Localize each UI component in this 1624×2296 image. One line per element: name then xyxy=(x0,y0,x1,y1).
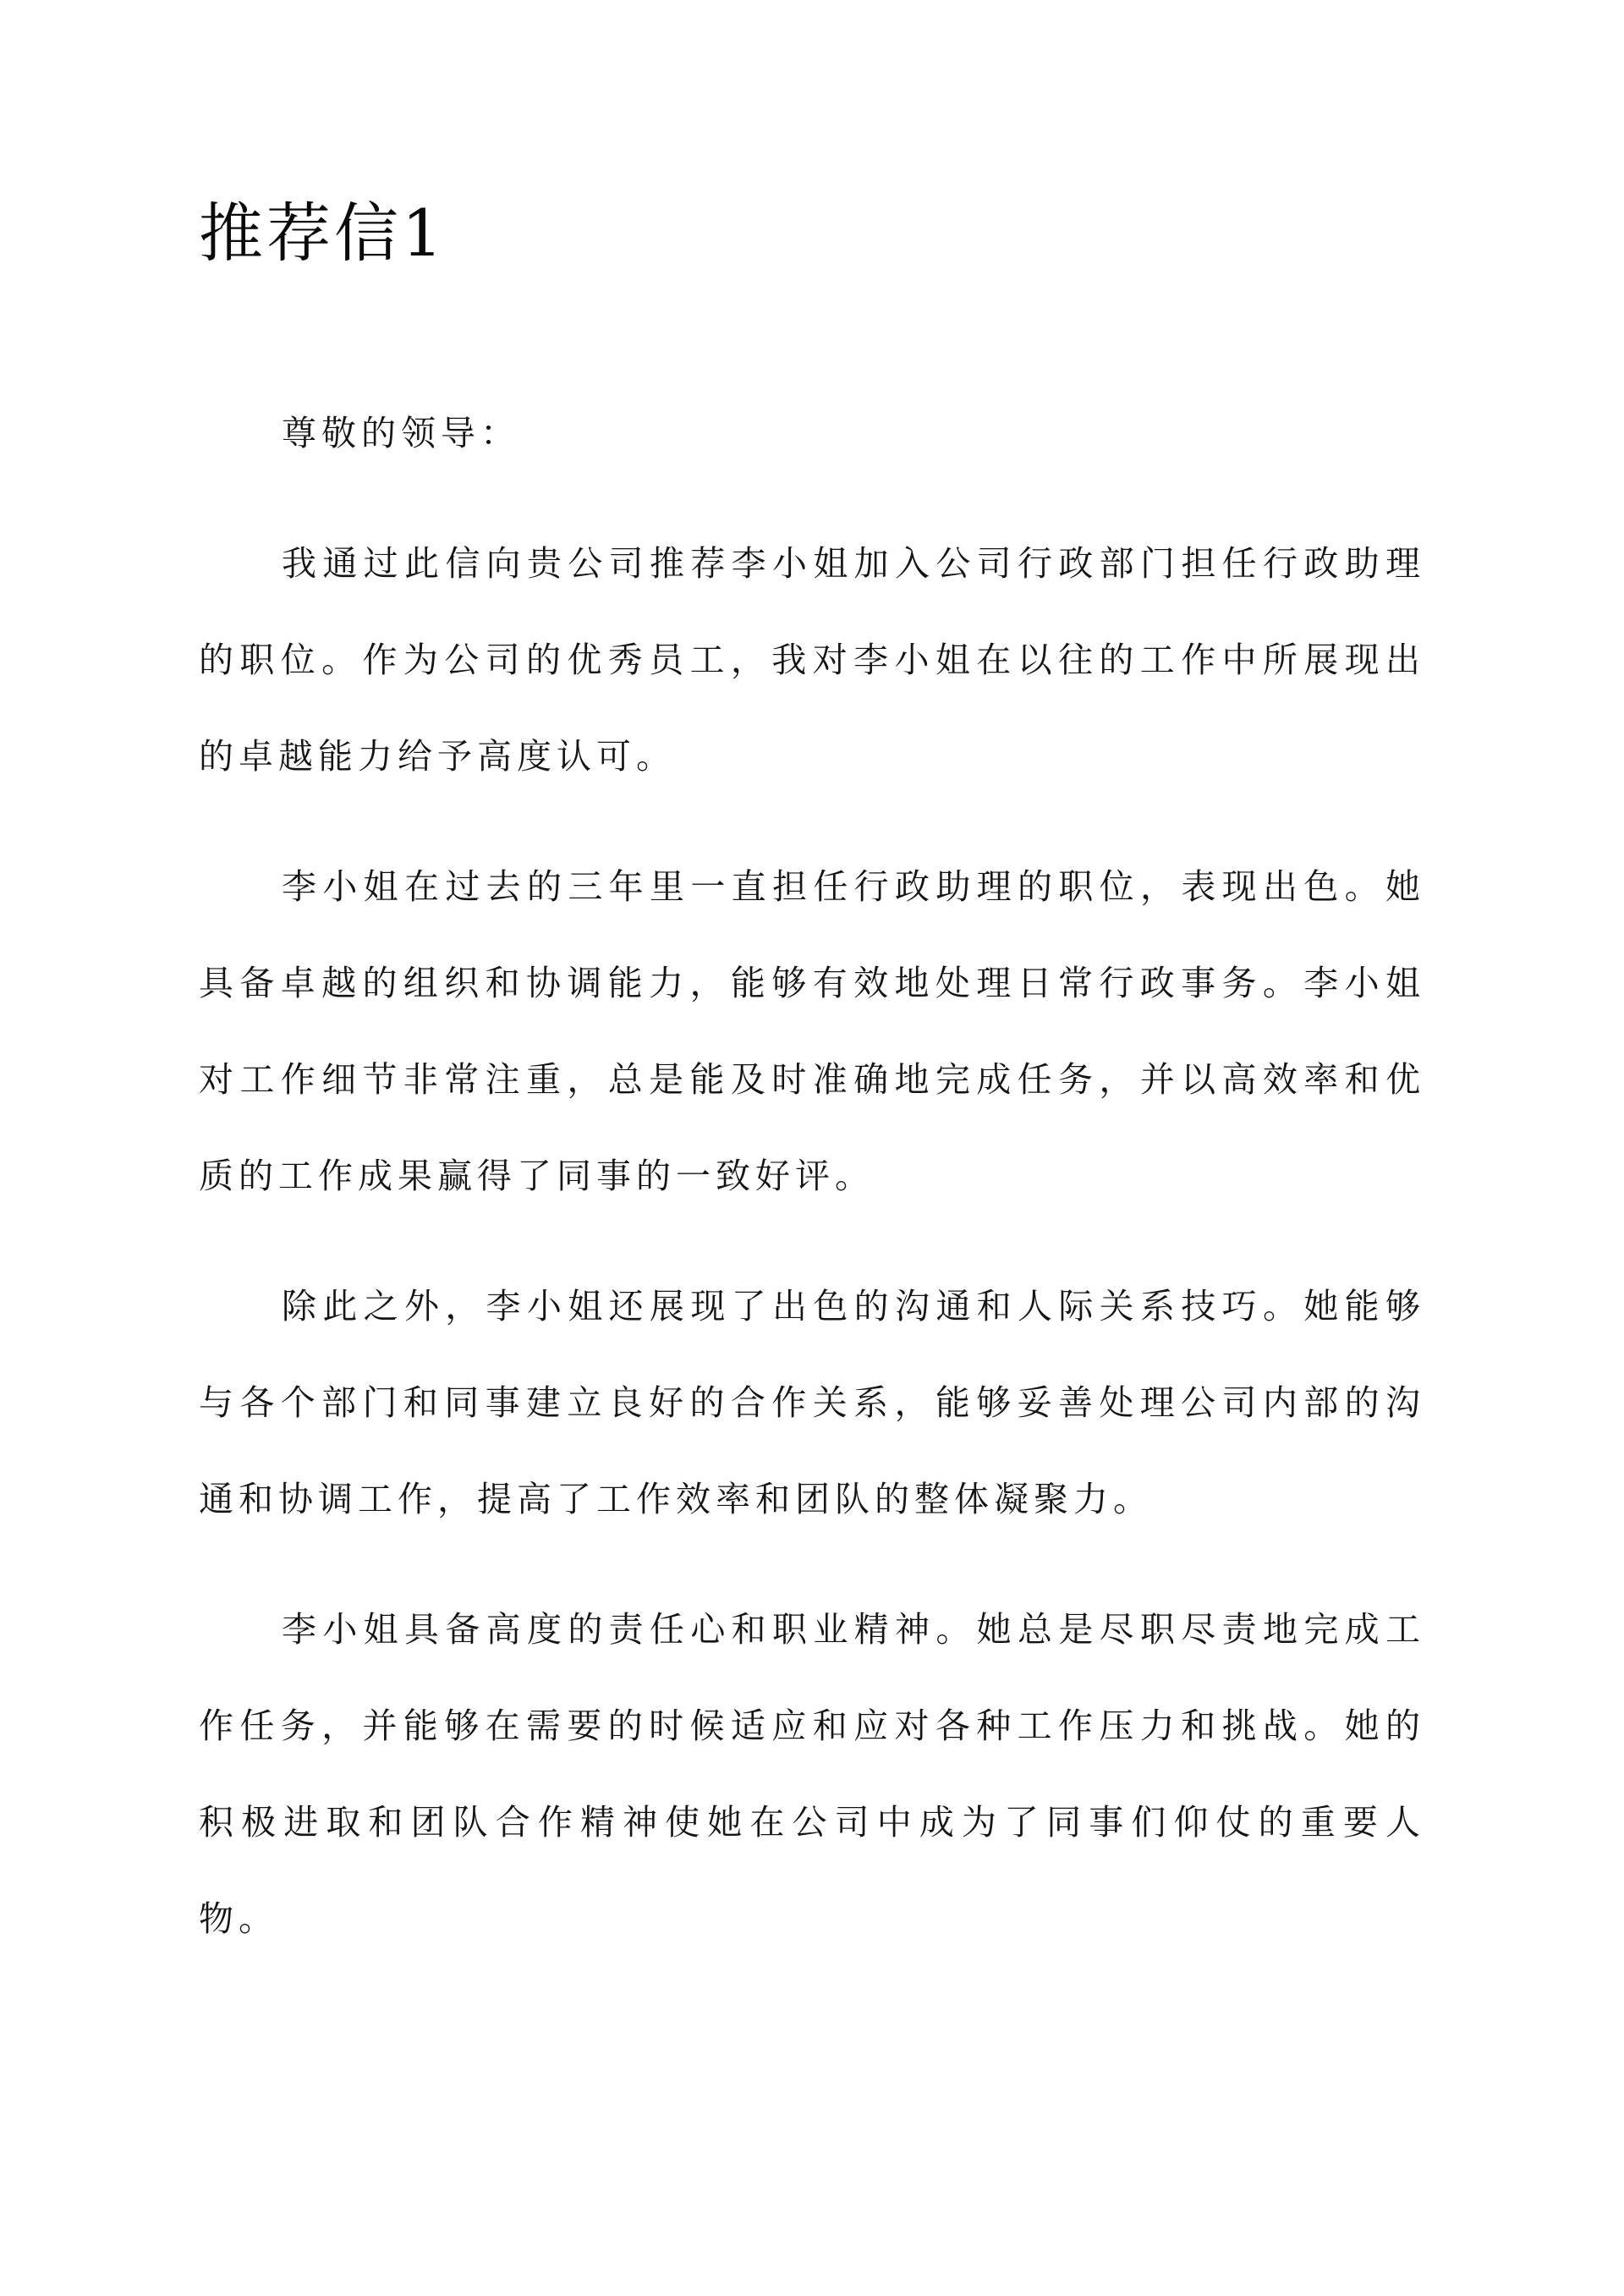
letter-body xyxy=(199,385,1425,2001)
salutation: 尊敬的领导： xyxy=(282,413,520,453)
paragraph-1: 我通过此信向贵公司推荐李小姐加入公司行政部门担任行政助理的职位。作为公司的优秀员工，我对李小姐在以往的工作中所展现出的卓越能力给予高度认可。 xyxy=(199,543,1425,777)
document-title: 推荐信1 xyxy=(199,195,447,271)
paragraph-2: 李小姐在过去的三年里一直担任行政助理的职位，表现出色。她具备卓越的组织和协调能力，能够有效地处理日常行政事务。李小姐对工作细节非常注重，总是能及时准确地完成任务，并以高效率和优质的工作成果赢得了同事的一致好评。 xyxy=(199,866,1425,1196)
paragraph-4: 李小姐具备高度的责任心和职业精神。她总是尽职尽责地完成工作任务，并能够在需要的时候适应和应对各种工作压力和挑战。她的积极进取和团队合作精神使她在公司中成为了同事们仰仗的重要人物。 xyxy=(199,1609,1425,1939)
paragraph-3: 除此之外，李小姐还展现了出色的沟通和人际关系技巧。她能够与各个部门和同事建立良好的合作关系，能够妥善处理公司内部的沟通和协调工作，提高了工作效率和团队的整体凝聚力。 xyxy=(199,1286,1425,1519)
